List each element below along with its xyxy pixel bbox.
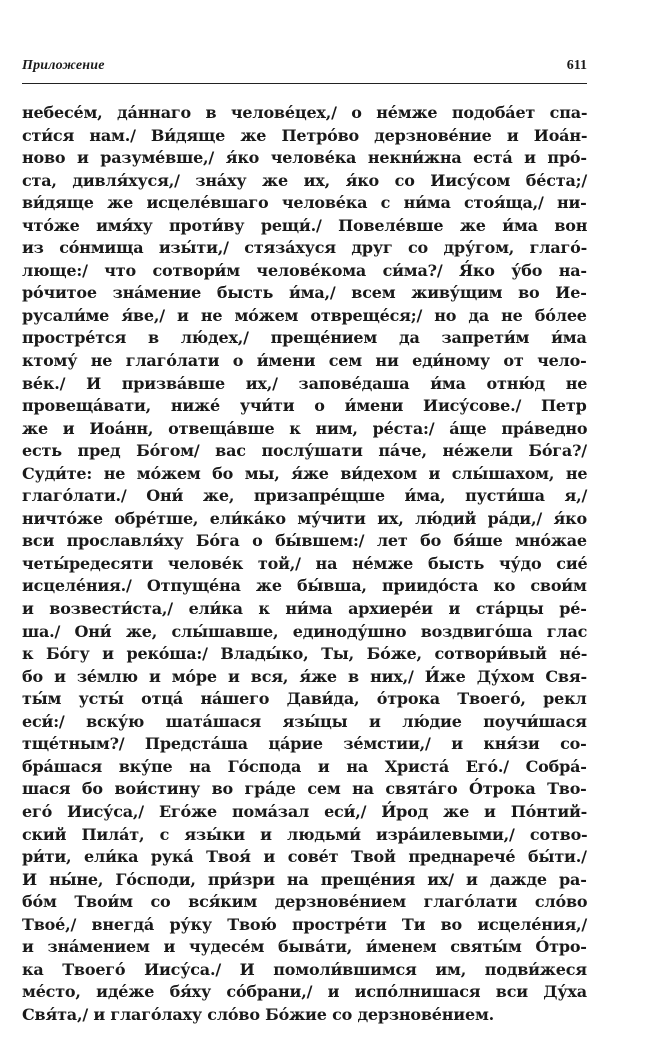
text-line: из со́нмища изы́ти,/ стяза́хуся друг со дру́гом, глаго́- — [22, 238, 588, 258]
text-line: Твое́,/ внегда́ ру́ку Твою́ простре́ти Ти во исцеле́ния,/ — [22, 914, 588, 934]
text-line: что́же имя́ху проти́ву рещи́./ Повеле́вше же и́ма вон — [22, 215, 588, 235]
text-line: еси́:/ вску́ю шата́шася язы́цы и лю́дие поучи́шася — [22, 711, 587, 731]
section-title: Приложение — [22, 58, 105, 73]
text-line: простре́тся в лю́дех,/ преще́нием да запрети́м и́ма — [22, 328, 587, 348]
text-line: ский Пила́т, с язы́ки и людьми́ изра́илевыми,/ сотво- — [22, 824, 588, 844]
text-line: бо́м Твои́м со вся́ким дерзнове́нием глаго́лати сло́во — [22, 892, 588, 912]
text-line: ново и разуме́вше,/ я́ко челове́ка некни́жна еста́ и про́- — [22, 148, 587, 168]
text-line: ро́читое зна́мение бысть и́ма,/ всем живу́щим во Ие- — [22, 283, 587, 303]
text-line: ви́дяще же исцеле́вшаго челове́ка с ни́ма стоя́ща,/ ни- — [22, 193, 587, 213]
text-line: Свя́та,/ и глаго́лаху сло́во Бо́жие со дерзнове́нием. — [22, 1004, 495, 1024]
text-line: провеща́вати, ниже́ учи́ти о и́мени Иису́сове./ Петр — [22, 396, 587, 416]
text-line: к Бо́гу и реко́ша:/ Влады́ко, Ты, Бо́же, сотвори́вый не́- — [22, 644, 588, 664]
text-line: исцеле́ния./ Отпуще́на же бы́вша, приидо́ста ко свои́м — [22, 576, 587, 596]
text-line: ве́к./ И призва́вше их,/ запове́даша и́ма отню́д не — [22, 373, 588, 393]
header-rule — [22, 83, 587, 84]
text-line: бо и зе́млю и мо́ре и вся, я́же в них,/ И́же Ду́хом Свя- — [22, 666, 587, 686]
text-line: его́ Иису́са,/ Его́же пома́зал еси́,/ И́род же и По́нтий- — [22, 801, 588, 821]
text-line: люще:/ что сотвори́м челове́кома си́ма?/ Я́ко у́бо на- — [22, 260, 587, 280]
text-line: глаго́лати./ Они́ же, призапре́щше и́ма, пусти́ша я,/ — [22, 486, 588, 506]
text-line: тще́тным?/ Предста́ша ца́рие зе́мстии,/ и кня́зи со- — [22, 734, 587, 754]
text-line: ста, дивля́хуся,/ зна́ху же их, я́ко со Иису́сом бе́ста;/ — [22, 170, 588, 190]
text-line: небесе́м, да́ннаго в челове́цех,/ о не́мже подоба́ет спа- — [22, 103, 588, 122]
body-text — [22, 102, 587, 1026]
text-line: ри́ти, ели́ка рука́ Твоя́ и сове́т Твой преднарече́ бы́ти./ — [22, 847, 587, 867]
text-line: и зна́мением и чудесе́м быва́ти, и́менем святы́м О́тро- — [22, 937, 587, 957]
text-line: шася бо вои́стину во гра́де сем на свята́го О́трока Тво- — [22, 779, 587, 799]
running-head — [22, 58, 587, 78]
text-line: ктому́ не глаго́лати о и́мени сем ни еди́ному от чело- — [22, 351, 587, 371]
text-line: ничто́же обре́тше, ели́ка́ко му́чити их, лю́дий ра́ди,/ я́ко — [22, 508, 587, 528]
page-number: 611 — [566, 58, 587, 73]
text-line: и возвести́ста,/ ели́ка к ни́ма архиере́и и ста́рцы ре́- — [22, 599, 587, 619]
text-line: ка Твоего́ Иису́са./ И помоли́вшимся им, подви́жеся — [22, 959, 587, 979]
text-line: ша./ Они́ же, слы́шавше, единоду́шно воздвиго́ша глас — [22, 621, 588, 641]
text-line: же и Иоа́нн, отвеща́вше к ним, ре́ста:/ а́ще пра́ведно — [22, 418, 588, 438]
text-line: четы́редесяти челове́к той,/ на не́мже бысть чу́до сие́ — [22, 553, 588, 573]
text-line: бра́шася вку́пе на Го́спода и на Христа́ Его́./ Собра́- — [22, 756, 587, 776]
text-line: есть пред Бо́гом/ вас послу́шати па́че, не́жели Бо́га?/ — [22, 441, 587, 461]
text-line: Суди́те: не мо́жем бо мы, я́же ви́дехом и слы́шахом, не — [22, 463, 588, 483]
text-line: сти́ся нам./ Ви́дяще же Петро́во дерзнове́ние и Иоа́н- — [22, 125, 588, 145]
text-line: ты́м усты́ отца́ на́шего Дави́да, о́трока Твоего́, рекл — [22, 689, 587, 709]
text-line: русали́ме я́ве,/ и не мо́жем отвреще́ся;/ но да не бо́лее — [22, 305, 587, 325]
text-line: ме́сто, иде́же бя́ху со́брани,/ и испо́лнишася вси Ду́ха — [22, 982, 587, 1002]
text-line: вси прославля́ху Бо́га о бы́вшем:/ лет бо бя́ше мно́жае — [22, 531, 587, 551]
text-line: И ны́не, Го́споди, при́зри на преще́ния их/ и дажде ра- — [22, 869, 587, 889]
